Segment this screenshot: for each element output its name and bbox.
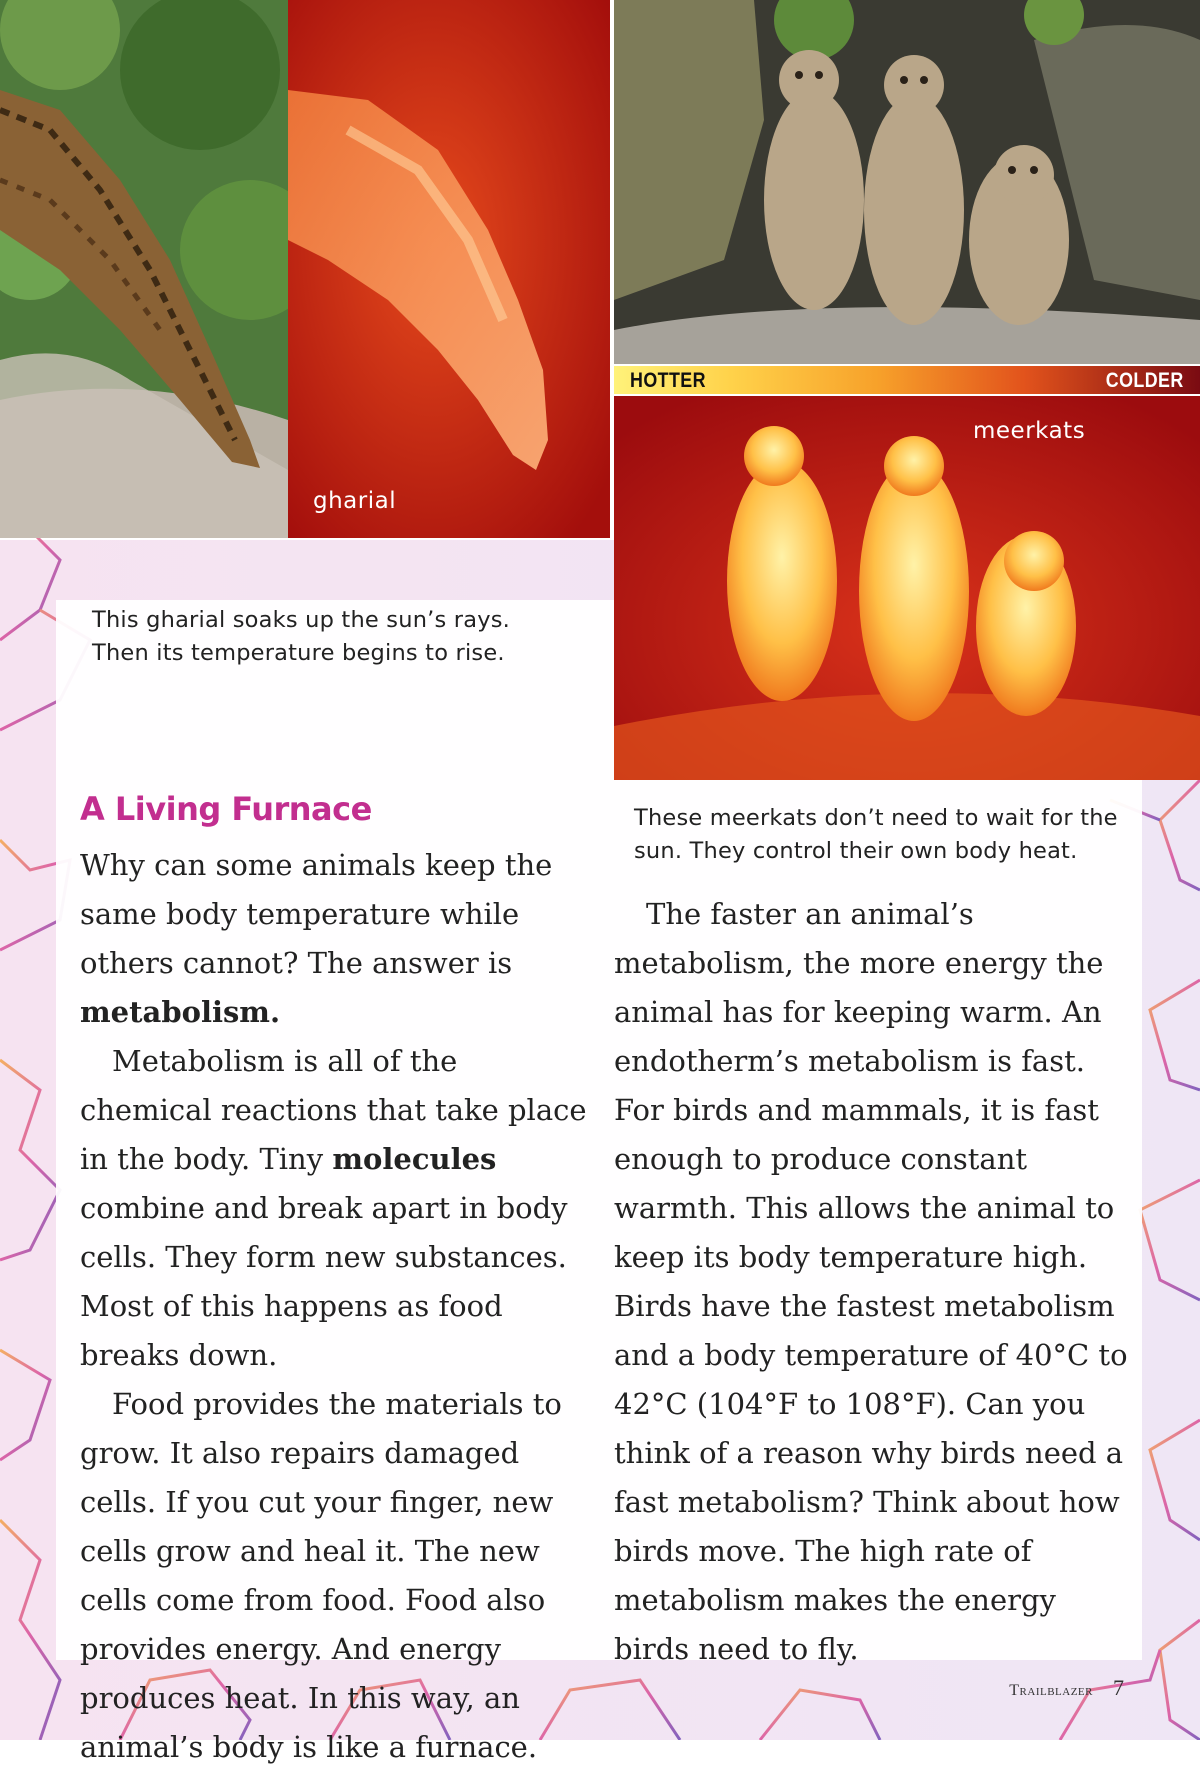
page-number: 7 [1113,1675,1124,1700]
paragraph-2 [80,1037,590,1380]
section-heading: A Living Furnace [80,790,372,828]
meerkats-thermal-photo [614,396,1200,780]
paragraph-1-text: Why can some animals keep the same body temperature while others cannot? The answer is [80,848,553,980]
meerkats-photo [614,0,1200,364]
left-text-column [80,841,590,1772]
temperature-scale-bar [614,364,1200,396]
meerkats-caption: These meerkats don’t need to wait for the sun. They control their own body heat. [634,805,1118,864]
hotter-label: HOTTER [630,369,706,392]
paragraph-2-end: combine and break apart in body cells. They form new substances. Most of this happens as food breaks down. [80,1191,568,1372]
term-metabolism: metabolism. [80,995,281,1029]
page-footer [1009,1675,1124,1701]
paragraph-3: Food provides the materials to grow. It also repairs damaged cells. If you cut your finger, new cells grow and heal it. The new cells come from food. Food also provides energy. And energy produces heat. In this way, an animal’s body is like a furnace. [80,1387,562,1764]
footer-brand: Trailblazer [1009,1682,1093,1699]
gharial-label: gharial [313,488,397,514]
gharial-photo [0,0,288,538]
right-text-column [614,890,1134,1674]
paragraph-4: The faster an animal’s metabolism, the more energy the animal has for keeping warm. An endotherm’s metabolism is fast. For birds and mammals, it is fast enough to produce constant warmth. This allows the animal to keep its body temperature high. Birds have the fastest metabolism and a body temperature of 40°C to 42°C (104°F to 108°F). Can you think of a reason why birds need a fast metabolism? Think about how birds move. The high rate of metabolism makes the energy birds need to fly. [614,897,1128,1666]
paragraph-2-text: Metabolism is all of the chemical reactions that take place in the body. Tiny [80,1044,587,1176]
gharial-caption: This gharial soaks up the sun’s rays. Then its temperature begins to rise. [92,607,511,666]
term-molecules: molecules [332,1142,497,1176]
paragraph-1 [80,841,590,1037]
colder-label: COLDER [1106,369,1184,392]
gharial-thermal-photo [288,0,610,538]
meerkats-label: meerkats [973,418,1086,444]
